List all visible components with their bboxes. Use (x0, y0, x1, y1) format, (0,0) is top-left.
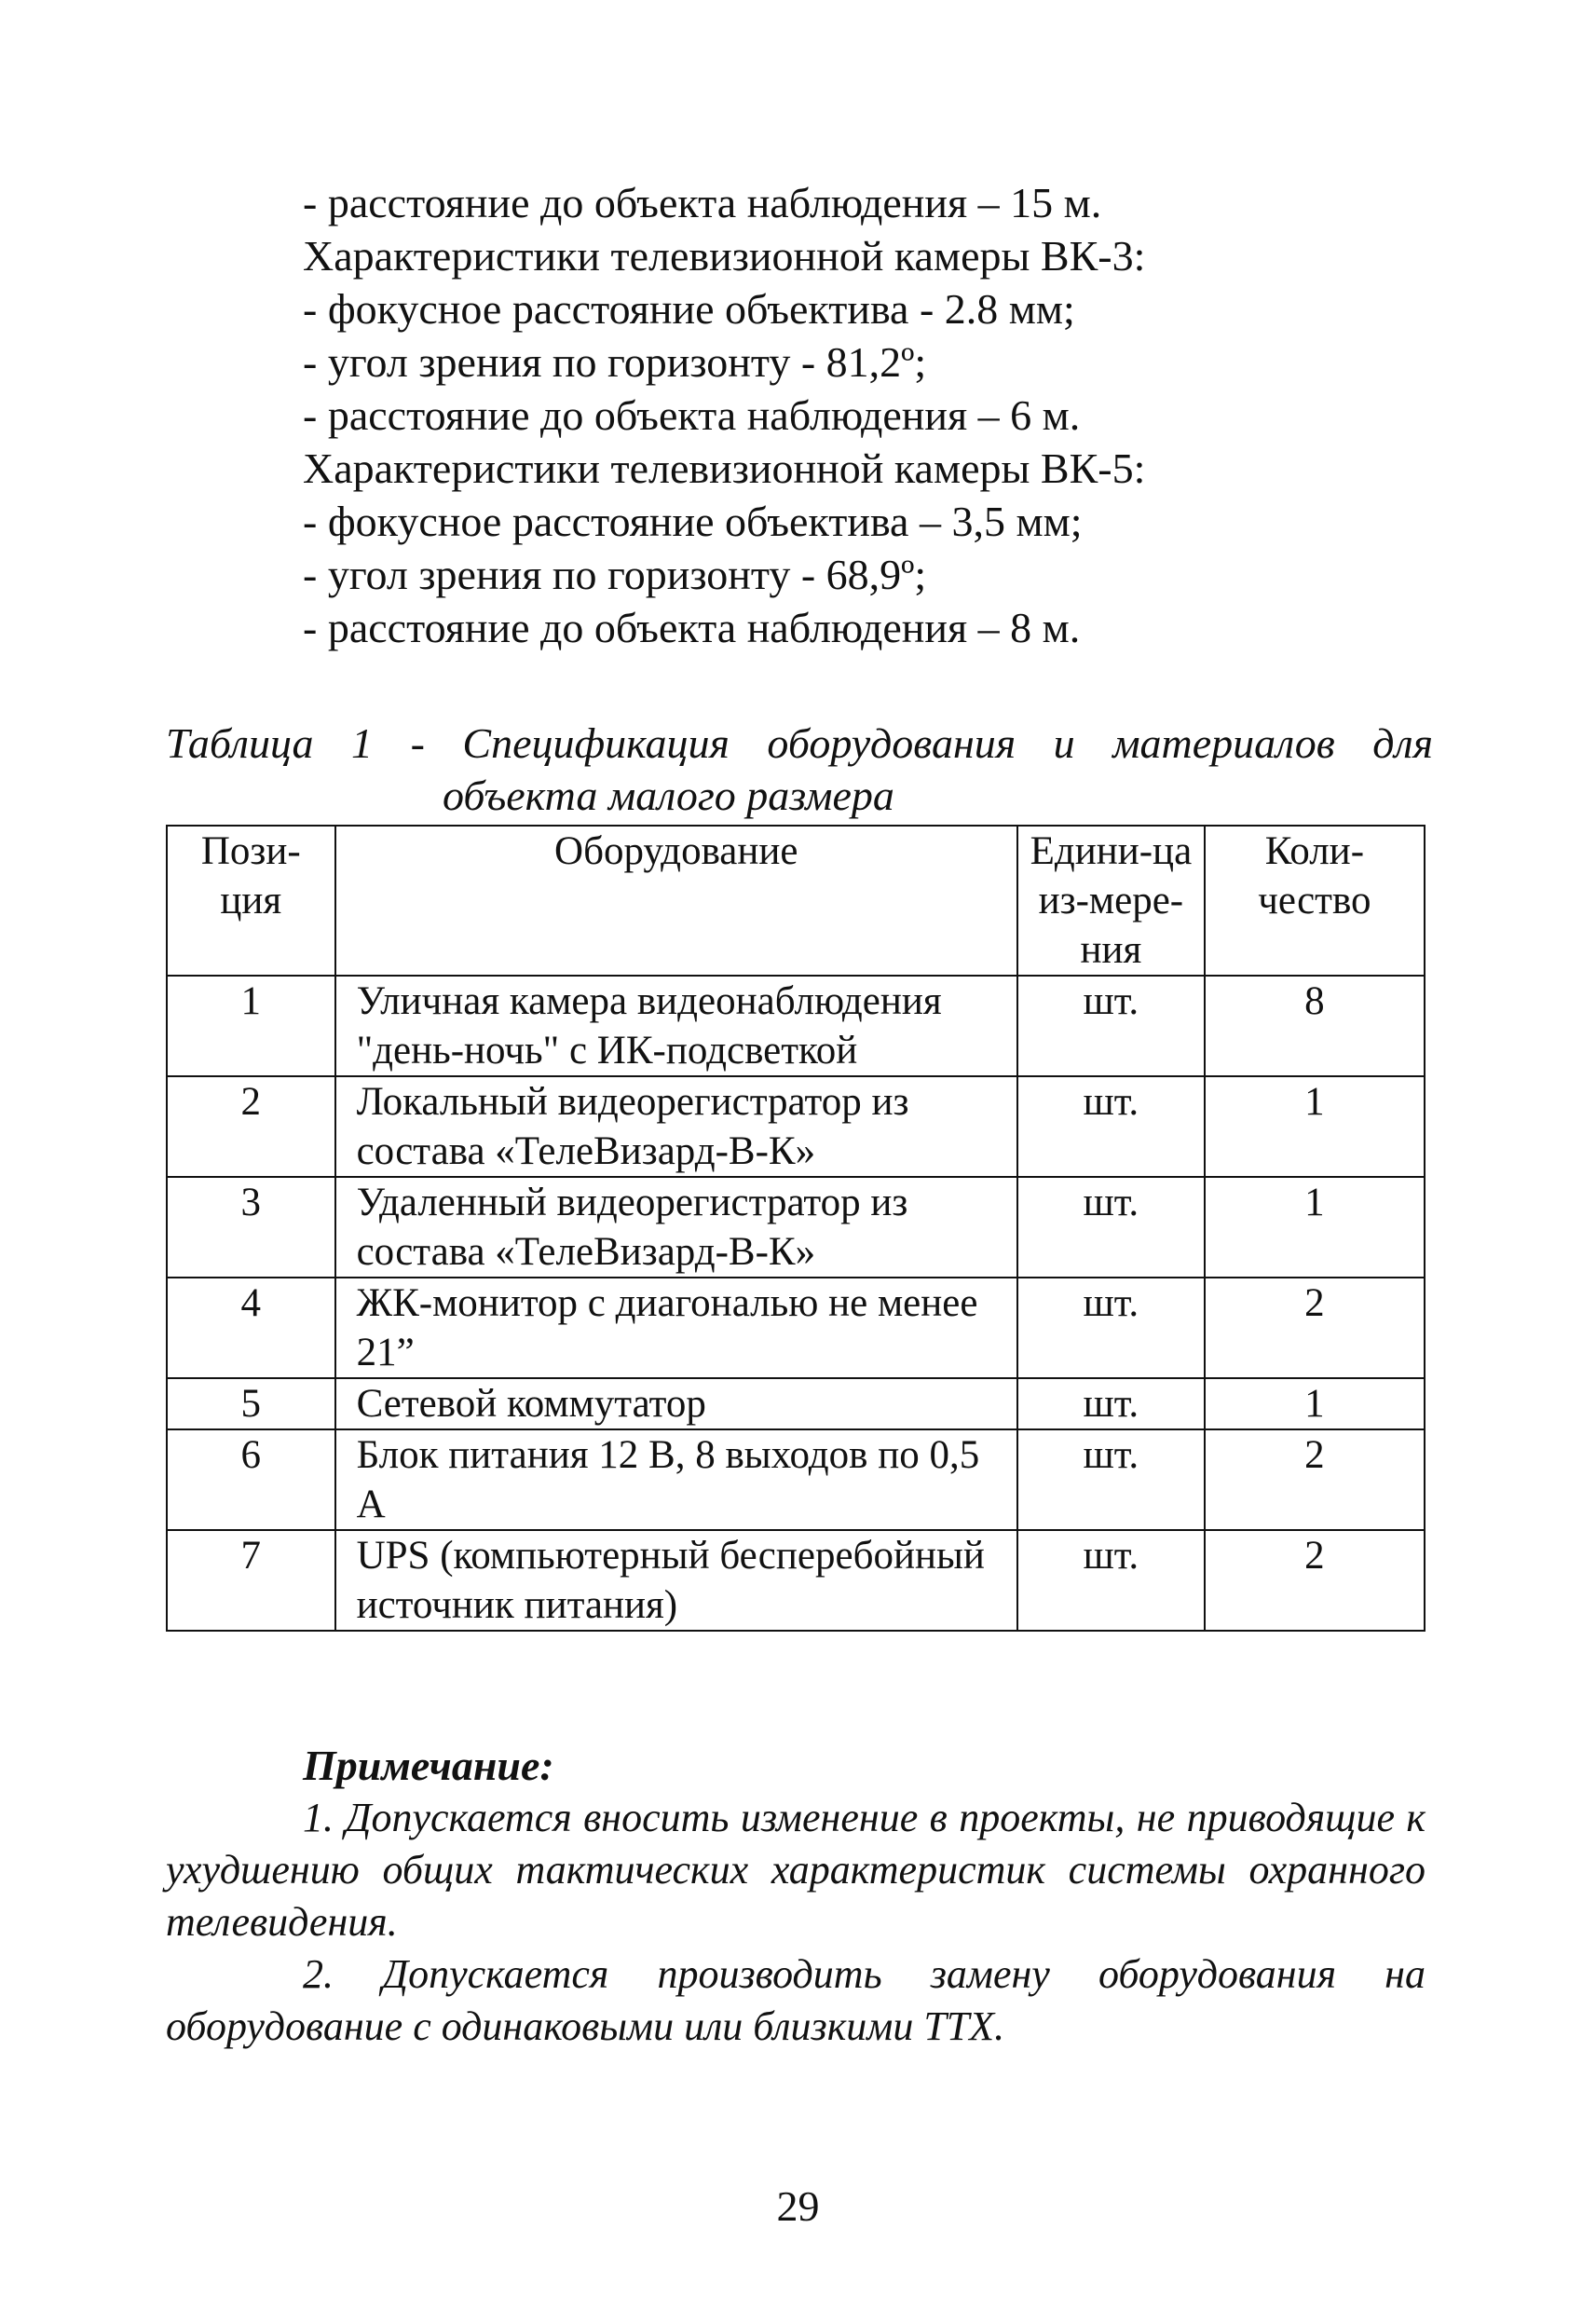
cell-unit: шт. (1017, 1530, 1205, 1631)
body-line: Характеристики телевизионной камеры ВК-5: (303, 444, 1146, 492)
table-row (167, 976, 1425, 1076)
body-line: - фокусное расстояние объектива - 2.8 мм; (303, 285, 1075, 333)
header-unit: Едини-ца из-мере-ния (1017, 826, 1205, 976)
cell-unit: шт. (1017, 1177, 1205, 1278)
cell-unit: шт. (1017, 976, 1205, 1076)
cell-quantity: 2 (1205, 1530, 1425, 1631)
header-equipment: Оборудование (335, 826, 1017, 976)
table-row (167, 1177, 1425, 1278)
cell-position: 4 (167, 1278, 335, 1378)
table-caption-continuation: объекта малого размера (443, 772, 894, 819)
cell-equipment: Блок питания 12 В, 8 выходов по 0,5 А (335, 1429, 1017, 1530)
body-line: - расстояние до объекта наблюдения – 6 м. (303, 391, 1081, 439)
table-row (167, 1530, 1425, 1631)
specification-table (166, 825, 1425, 1632)
body-line: Характеристики телевизионной камеры ВК-3: (303, 232, 1146, 280)
cell-quantity: 1 (1205, 1177, 1425, 1278)
page-number: 29 (776, 2182, 820, 2230)
header-position: Пози-ция (167, 826, 335, 976)
cell-unit: шт. (1017, 1429, 1205, 1530)
cell-position: 5 (167, 1378, 335, 1429)
table-caption: Таблица 1 - Спецификация оборудования и материалов для (166, 719, 1433, 767)
cell-quantity: 8 (1205, 976, 1425, 1076)
body-line: - угол зрения по горизонту - 81,2º; (303, 338, 927, 386)
header-quantity: Коли-чество (1205, 826, 1425, 976)
cell-position: 6 (167, 1429, 335, 1530)
cell-unit: шт. (1017, 1278, 1205, 1378)
cell-quantity: 1 (1205, 1076, 1425, 1177)
table-row (167, 1378, 1425, 1429)
note-item: 1. Допускается вносить изменение в проекты, не приводящие к ухудшению общих тактических характеристик системы охранного телевидения. (166, 1795, 1425, 1945)
cell-unit: шт. (1017, 1378, 1205, 1429)
cell-position: 7 (167, 1530, 335, 1631)
cell-position: 2 (167, 1076, 335, 1177)
body-line: - фокусное расстояние объектива – 3,5 мм; (303, 498, 1083, 545)
cell-unit: шт. (1017, 1076, 1205, 1177)
body-line: - расстояние до объекта наблюдения – 15 м. (303, 179, 1102, 226)
cell-equipment: Уличная камера видеонаблюдения "день-ночь" с ИК-подсветкой (335, 976, 1017, 1076)
cell-equipment: UPS (компьютерный бесперебойный источник питания) (335, 1530, 1017, 1631)
cell-position: 1 (167, 976, 335, 1076)
note-title: Примечание: (303, 1742, 554, 1789)
table-row (167, 1278, 1425, 1378)
cell-quantity: 1 (1205, 1378, 1425, 1429)
body-line: - расстояние до объекта наблюдения – 8 м. (303, 604, 1081, 651)
cell-equipment: ЖК-монитор с диагональю не менее 21” (335, 1278, 1017, 1378)
note-item: 2. Допускается производить замену оборудования на оборудование с одинаковыми или близкими ТТХ. (166, 1951, 1425, 2049)
table-row (167, 1429, 1425, 1530)
cell-quantity: 2 (1205, 1278, 1425, 1378)
cell-quantity: 2 (1205, 1429, 1425, 1530)
body-line: - угол зрения по горизонту - 68,9º; (303, 551, 927, 598)
cell-equipment: Сетевой коммутатор (335, 1378, 1017, 1429)
cell-equipment: Локальный видеорегистратор из состава «ТелеВизард-В-К» (335, 1076, 1017, 1177)
cell-position: 3 (167, 1177, 335, 1278)
cell-equipment: Удаленный видеорегистратор из состава «ТелеВизард-В-К» (335, 1177, 1017, 1278)
table-row (167, 1076, 1425, 1177)
table-header-row (167, 826, 1425, 976)
